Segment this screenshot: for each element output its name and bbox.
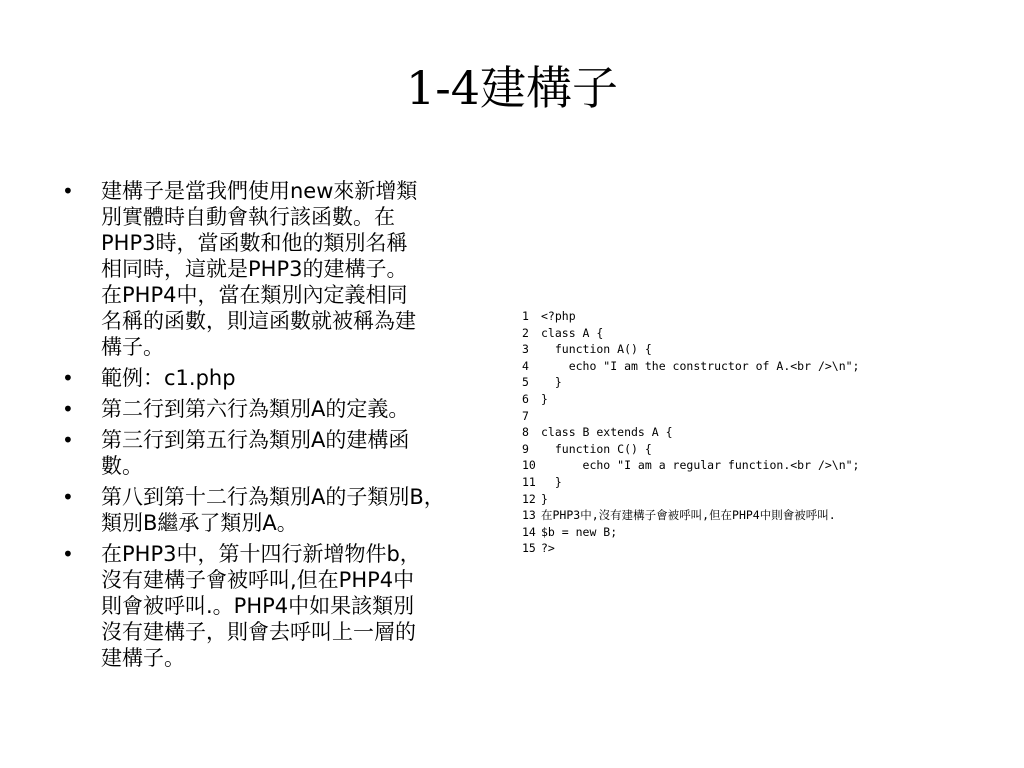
line-number: 6	[522, 391, 529, 406]
bullet-icon: •	[62, 179, 74, 203]
line-number: 14	[522, 524, 536, 539]
code-line	[522, 474, 992, 491]
bullet-item	[60, 541, 500, 671]
line-number: 5	[522, 375, 529, 390]
code-line	[522, 491, 992, 508]
bullet-icon: •	[62, 428, 74, 452]
line-code: function A() {	[541, 342, 652, 357]
line-number: 9	[522, 441, 529, 456]
line-number: 11	[522, 474, 536, 489]
slide-title: 1-4建構子	[405, 61, 619, 115]
line-code: }	[541, 474, 562, 489]
code-line	[522, 341, 992, 358]
line-number: 2	[522, 325, 529, 340]
line-code: echo "I am a regular function.<br />\n";	[541, 458, 860, 473]
code-line	[522, 408, 992, 425]
code-line	[522, 391, 992, 408]
bullet-text: 第八到第十二行為類別A的子類別B， 類別B繼承了類別A。	[101, 485, 445, 535]
bullet-item	[60, 427, 500, 479]
code-listing	[522, 308, 992, 557]
line-code: ?>	[541, 541, 555, 556]
line-code: }	[541, 391, 548, 406]
code-line	[522, 358, 992, 375]
line-number: 12	[522, 491, 536, 506]
line-code: function C() {	[541, 441, 652, 456]
bullet-text: 在PHP3中，第十四行新增物件b， 沒有建構子會被呼叫,但在PHP4中 則會被呼叫.。PHP4中如果該類別 沒有建構子，則會去呼叫上一層的 建構子。	[101, 542, 421, 670]
line-code: <?php	[541, 309, 576, 323]
line-number: 15	[522, 541, 536, 556]
bullet-icon: •	[62, 397, 74, 421]
code-line	[522, 424, 992, 441]
code-line	[522, 441, 992, 458]
line-number: 1	[522, 309, 529, 323]
line-code: $b = new B;	[541, 524, 618, 539]
bullet-text: 建構子是當我們使用new來新增類 別實體時自動會執行該函數。在 PHP3時，當函數和他的類別名稱 相同時，這就是PHP3的建構子。 在PHP4中，當在類別內定義相同 名稱的函數，則這函數就被稱為建 構子。	[101, 179, 418, 359]
bullet-icon: •	[62, 366, 74, 390]
line-code: }	[541, 491, 548, 506]
code-line	[522, 507, 992, 524]
line-code: }	[541, 375, 562, 390]
code-line	[522, 374, 992, 391]
bullet-text: 範例：c1.php	[101, 366, 236, 390]
bullet-item	[60, 178, 500, 360]
line-number: 3	[522, 342, 529, 357]
bullet-item	[60, 365, 500, 391]
code-line	[522, 524, 992, 541]
bullet-icon: •	[62, 542, 74, 566]
bullet-list	[60, 178, 500, 676]
bullet-item	[60, 484, 500, 536]
code-line	[522, 540, 992, 557]
line-code: echo "I am the constructor of A.<br />\n";	[541, 358, 860, 373]
code-line	[522, 308, 992, 325]
bullet-icon: •	[62, 485, 74, 509]
line-number: 8	[522, 425, 529, 440]
code-line	[522, 325, 992, 342]
line-number: 7	[522, 408, 529, 423]
line-number: 10	[522, 458, 536, 473]
code-line	[522, 457, 992, 474]
bullet-text: 第三行到第五行為類別A的建構函 數。	[101, 428, 410, 478]
line-code: class B extends A {	[541, 425, 673, 440]
line-number: 4	[522, 358, 529, 373]
bullet-text: 第二行到第六行為類別A的定義。	[101, 397, 410, 421]
line-code: 在PHP3中,沒有建構子會被呼叫,但在PHP4中則會被呼叫.	[541, 508, 836, 523]
line-number: 13	[522, 508, 536, 523]
bullet-item	[60, 396, 500, 422]
line-code: class A {	[541, 325, 604, 340]
